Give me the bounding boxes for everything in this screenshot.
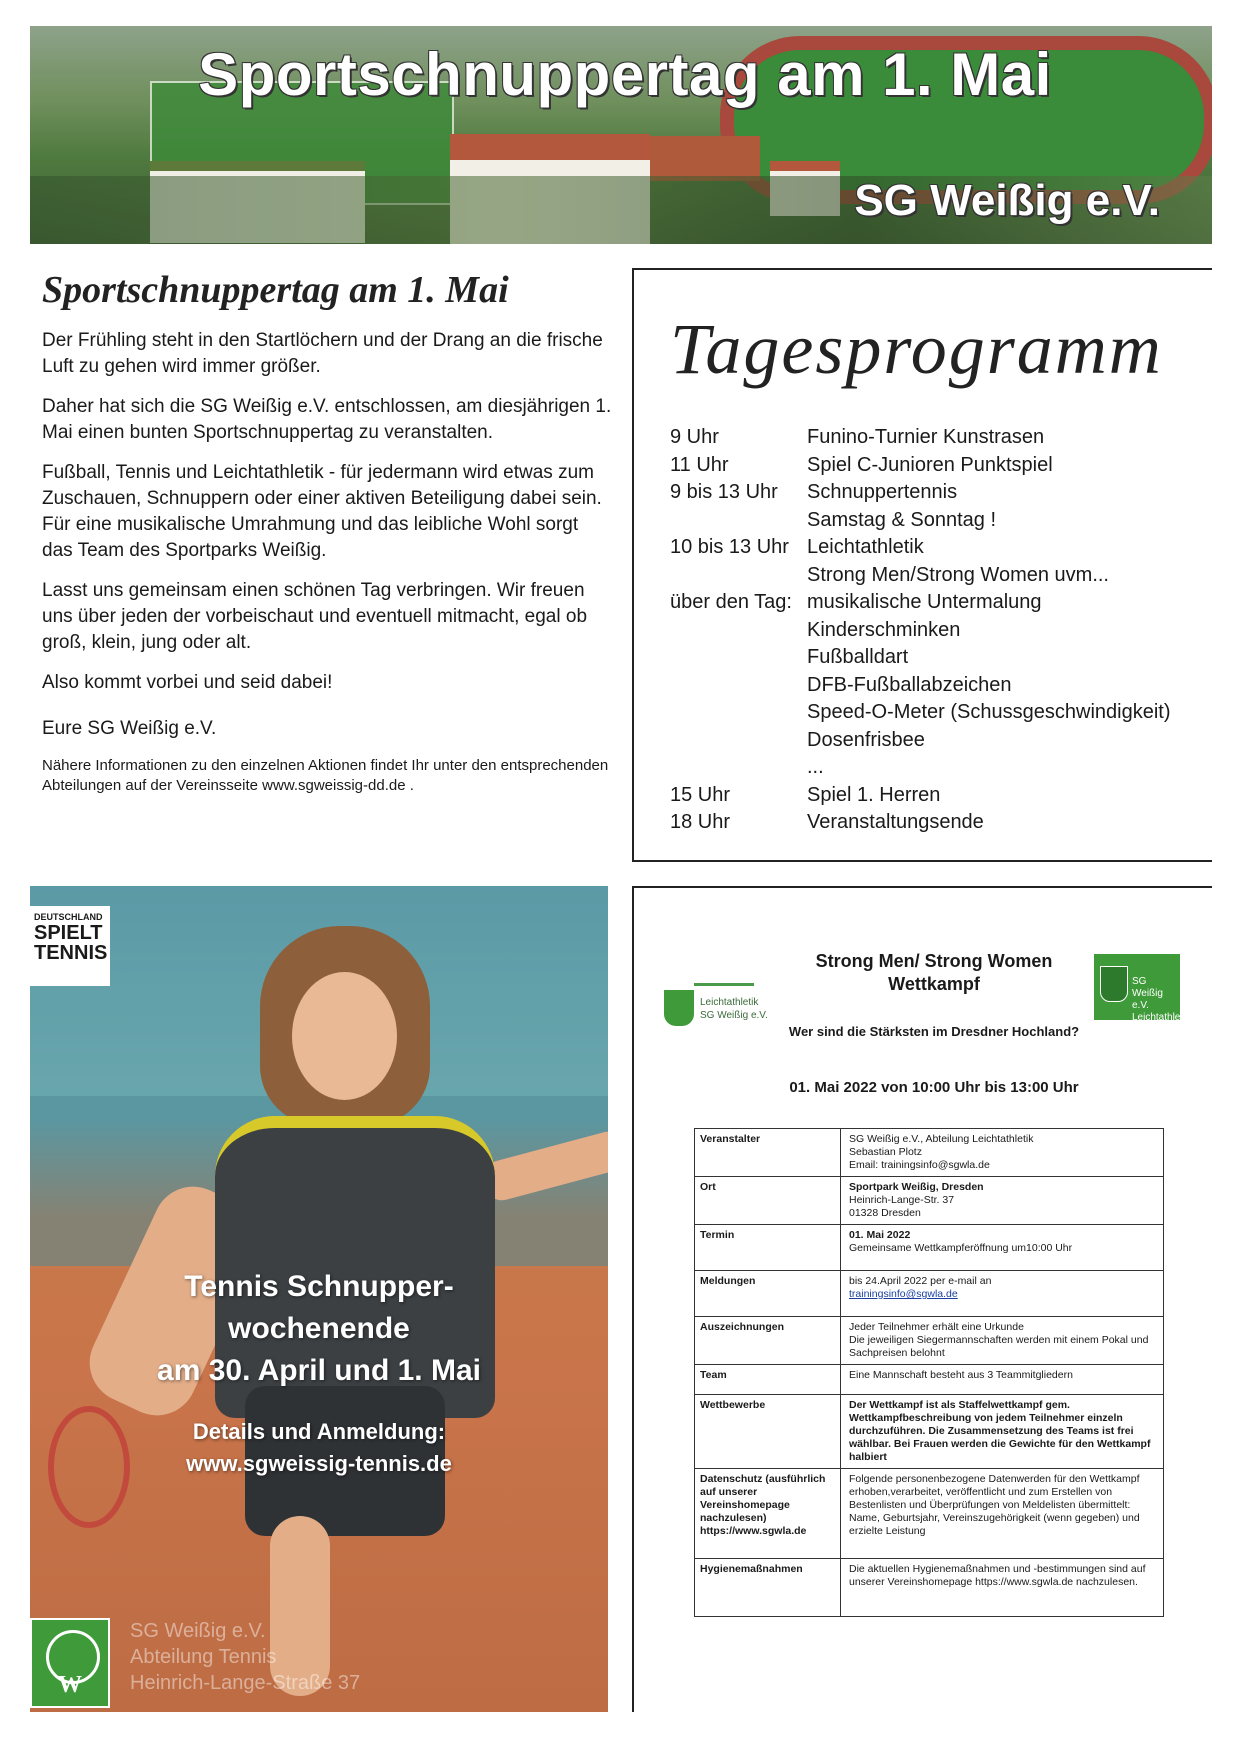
schedule-event: Veranstaltungsende — [807, 811, 984, 833]
shield-icon — [664, 990, 694, 1026]
table-value-line: Der Wettkampf ist als Staffelwettkampf gem. Wettkampfbeschreibung von jedem Teilnehmer einzeln durchzuführen. Die Zusammensetzung des Teams ist frei wählbar. Bei Frauen werden die Gewichte für den Wettkampf halbiert — [849, 1399, 1151, 1463]
schedule-row — [670, 507, 1171, 535]
strong-men-flyer — [632, 886, 1212, 1712]
schedule-row — [670, 699, 1171, 727]
table-value-line: bis 24.April 2022 per e-mail an — [849, 1275, 992, 1287]
table-value-line: 01. Mai 2022 — [849, 1229, 911, 1241]
schedule-event: Spiel C-Junioren Punktspiel — [807, 453, 1053, 476]
poster-detail-url: www.sgweissig-tennis.de — [186, 1451, 452, 1476]
program-box — [632, 268, 1212, 862]
table-row — [695, 1559, 1164, 1617]
schedule-row — [670, 782, 1171, 810]
table-value-cell — [841, 1365, 1164, 1395]
table-value-cell — [841, 1469, 1164, 1559]
runner-icon — [694, 938, 754, 986]
article-signature: Eure SG Weißig e.V. — [42, 718, 217, 739]
schedule-event: Samstag & Sonntag ! — [807, 508, 997, 531]
table-key-cell: Termin — [695, 1225, 841, 1271]
table-row — [695, 1469, 1164, 1559]
leichtathletik-logo — [664, 938, 774, 1028]
table-value-cell — [841, 1225, 1164, 1271]
table-value-line: Email: trainingsinfo@sgwla.de — [849, 1159, 990, 1171]
table-value-line: Jeder Teilnehmer erhält eine Urkunde — [849, 1321, 1024, 1333]
table-row — [695, 1177, 1164, 1225]
tennis-poster — [30, 886, 608, 1712]
tennis-court — [650, 136, 760, 181]
article-paragraph: Der Frühling steht in den Startlöchern und der Drang an die frische Luft zu gehen wird immer größer. — [42, 330, 603, 377]
table-key-cell: Hygienemaßnahmen — [695, 1559, 841, 1617]
table-key-cell: Veranstalter — [695, 1129, 841, 1177]
table-key-cell: Meldungen — [695, 1271, 841, 1317]
poster-title-line: am 30. April und 1. Mai — [157, 1354, 481, 1387]
schedule-event: Strong Men/Strong Women uvm... — [807, 563, 1109, 586]
table-value-cell — [841, 1271, 1164, 1317]
shield-icon — [1100, 966, 1128, 1002]
logo-main-text: SPIELT TENNIS — [34, 922, 108, 964]
table-value-line: Die aktuellen Hygienemaßnahmen und -bestimmungen sind auf unserer Vereinshomepage https://www.sgwla.de nachzulesen. — [849, 1563, 1146, 1588]
table-row — [695, 1395, 1164, 1469]
poster-title — [30, 1266, 608, 1392]
schedule-time: 9 Uhr — [670, 426, 719, 448]
schedule-time: 18 Uhr — [670, 811, 731, 833]
schedule-time: 15 Uhr — [670, 783, 731, 806]
article-note: Nähere Informationen zu den einzelnen Aktionen findet Ihr unter den entsprechenden Abteilungen auf der Vereinsseite www.sgweissig-dd.de . — [42, 757, 609, 794]
program-title: Tagesprogramm — [670, 309, 1163, 389]
schedule-time — [670, 672, 807, 700]
flyer-subtitle: Wer sind die Stärksten im Dresdner Hochland? — [788, 1024, 1080, 1039]
poster-title-line: Tennis Schnupper- — [184, 1270, 454, 1303]
schedule-row — [670, 479, 1171, 507]
schedule-row — [670, 727, 1171, 755]
table-row — [695, 1317, 1164, 1365]
schedule-event: Speed-O-Meter (Schussgeschwindigkeit) — [807, 701, 1171, 723]
table-value-cell — [841, 1177, 1164, 1225]
schedule-row — [670, 754, 1171, 782]
schedule-row — [670, 534, 1171, 562]
table-key-cell: Ort — [695, 1177, 841, 1225]
header-banner-image — [30, 26, 1212, 244]
child-face — [292, 972, 397, 1100]
table-value-line[interactable]: trainingsinfo@sgwla.de — [849, 1288, 958, 1300]
schedule-row — [670, 672, 1171, 700]
leichtathletik-badge-text: SG Weißig e.V. Leichtathletik — [1132, 976, 1191, 1023]
poster-detail-label: Details und Anmeldung: — [192, 1419, 446, 1444]
club-address — [130, 1618, 360, 1696]
info-table — [694, 1128, 1164, 1617]
schedule-row — [670, 562, 1171, 590]
schedule-event: ... — [807, 756, 824, 778]
table-row — [695, 1271, 1164, 1317]
schedule-time — [670, 727, 807, 755]
schedule-time — [670, 754, 807, 782]
table-key-cell: Auszeichnungen — [695, 1317, 841, 1365]
schedule-event: Fußballdart — [807, 646, 909, 668]
table-value-cell — [841, 1395, 1164, 1469]
leichtathletik-badge — [1094, 954, 1191, 1023]
schedule-event: Kinderschminken — [807, 618, 961, 641]
schedule-time — [670, 617, 807, 645]
flyer-date: 01. Mai 2022 von 10:00 Uhr bis 13:00 Uhr — [789, 1079, 1079, 1096]
schedule-event: Schnuppertennis — [807, 481, 958, 503]
schedule-time: 10 bis 13 Uhr — [670, 536, 789, 558]
schedule-event: DFB-Fußballabzeichen — [807, 673, 1012, 696]
logo-top-text: DEUTSCHLAND — [34, 912, 103, 922]
club-address-line: SG Weißig e.V. — [130, 1620, 266, 1642]
table-value-cell — [841, 1129, 1164, 1177]
table-row — [695, 1225, 1164, 1271]
schedule-event: Leichtathletik — [807, 536, 924, 558]
banner-title: Sportschnuppertag am 1. Mai — [198, 41, 1052, 108]
table-key-cell: Datenschutz (ausführlich auf unserer Vereinshomepage nachzulesen) https://www.sgwla.de — [695, 1469, 841, 1559]
article-paragraph: Also kommt vorbei und seid dabei! — [42, 672, 333, 693]
leichtathletik-logo-text: Leichtathletik SG Weißig e.V. — [700, 997, 768, 1021]
table-value-line: Die jeweiligen Siegermannschaften werden mit einem Pokal und Sachpreisen belohnt — [849, 1334, 1149, 1359]
schedule-time — [670, 644, 807, 672]
article-paragraph: Fußball, Tennis und Leichtathletik - für jedermann wird etwas zum Zuschauen, Schnuppern oder einer aktiven Beteiligung dabei sein. Für eine musikalische Umrahmung und das leibliche Wohl sorgt das Team des Sportparks Weißig. — [42, 462, 602, 561]
schedule-time — [670, 507, 807, 535]
schedule-time — [670, 699, 807, 727]
deutschland-spielt-tennis-logo — [30, 906, 110, 986]
club-logo-letter: W — [58, 1672, 82, 1698]
schedule-row — [670, 617, 1171, 645]
schedule-list — [670, 424, 1171, 837]
article-title: Sportschnuppertag am 1. Mai — [42, 269, 509, 311]
table-value-line: Heinrich-Lange-Str. 37 — [849, 1194, 955, 1206]
table-value-line: Gemeinsame Wettkampferöffnung um10:00 Uhr — [849, 1242, 1073, 1254]
schedule-time: 11 Uhr — [670, 453, 729, 476]
table-value-cell — [841, 1317, 1164, 1365]
table-key-cell: Team — [695, 1365, 841, 1395]
table-value-line: Folgende personenbezogene Datenwerden für den Wettkampf erhoben,verarbeitet, veröffentlicht und zum Erstellen von Bestenlisten und Überprüfungen von Meldelisten übermittelt: Name, Geburtsjahr, Vereinszugehörigkeit (wenn gegeben) und erzielte Leistung — [849, 1473, 1140, 1537]
article — [42, 268, 612, 810]
table-row — [695, 1365, 1164, 1395]
flyer-title: Strong Men/ Strong Women Wettkampf — [815, 951, 1053, 994]
schedule-row — [670, 452, 1171, 480]
table-value-line: 01328 Dresden — [849, 1207, 921, 1219]
club-address-line: Heinrich-Lange-Straße 37 — [130, 1672, 361, 1694]
table-value-line: SG Weißig e.V., Abteilung Leichtathletik — [849, 1133, 1034, 1145]
article-paragraph: Daher hat sich die SG Weißig e.V. entschlossen, am diesjährigen 1. Mai einen bunten Sportschnuppertag zu veranstalten. — [42, 396, 612, 443]
table-value-line: Sportpark Weißig, Dresden — [849, 1181, 984, 1193]
poster-details — [30, 1416, 608, 1480]
schedule-event: Funino-Turnier Kunstrasen — [807, 426, 1045, 448]
schedule-event: musikalische Untermalung — [807, 591, 1042, 613]
schedule-row — [670, 589, 1171, 617]
table-value-line: Sebastian Plotz — [849, 1146, 922, 1158]
schedule-time: 9 bis 13 Uhr — [670, 481, 778, 503]
schedule-row — [670, 809, 1171, 837]
schedule-time: über den Tag: — [670, 591, 792, 613]
schedule-time — [670, 562, 807, 590]
poster-title-line: wochenende — [228, 1312, 410, 1345]
schedule-event: Spiel 1. Herren — [807, 783, 941, 806]
club-logo — [30, 1618, 110, 1708]
table-key-cell: Wettbewerbe — [695, 1395, 841, 1469]
schedule-event: Dosenfrisbee — [807, 728, 925, 751]
banner-club-name: SG Weißig e.V. — [854, 176, 1160, 225]
club-address-line: Abteilung Tennis — [130, 1646, 277, 1668]
article-paragraph: Lasst uns gemeinsam einen schönen Tag verbringen. Wir freuen uns über jeden der vorbeischaut und eventuell mitmacht, egal ob groß, klein, jung oder alt. — [42, 580, 588, 653]
table-value-cell — [841, 1559, 1164, 1617]
schedule-row — [670, 644, 1171, 672]
table-row — [695, 1129, 1164, 1177]
schedule-row — [670, 424, 1171, 452]
table-value-line: Eine Mannschaft besteht aus 3 Teammitgliedern — [849, 1369, 1073, 1381]
